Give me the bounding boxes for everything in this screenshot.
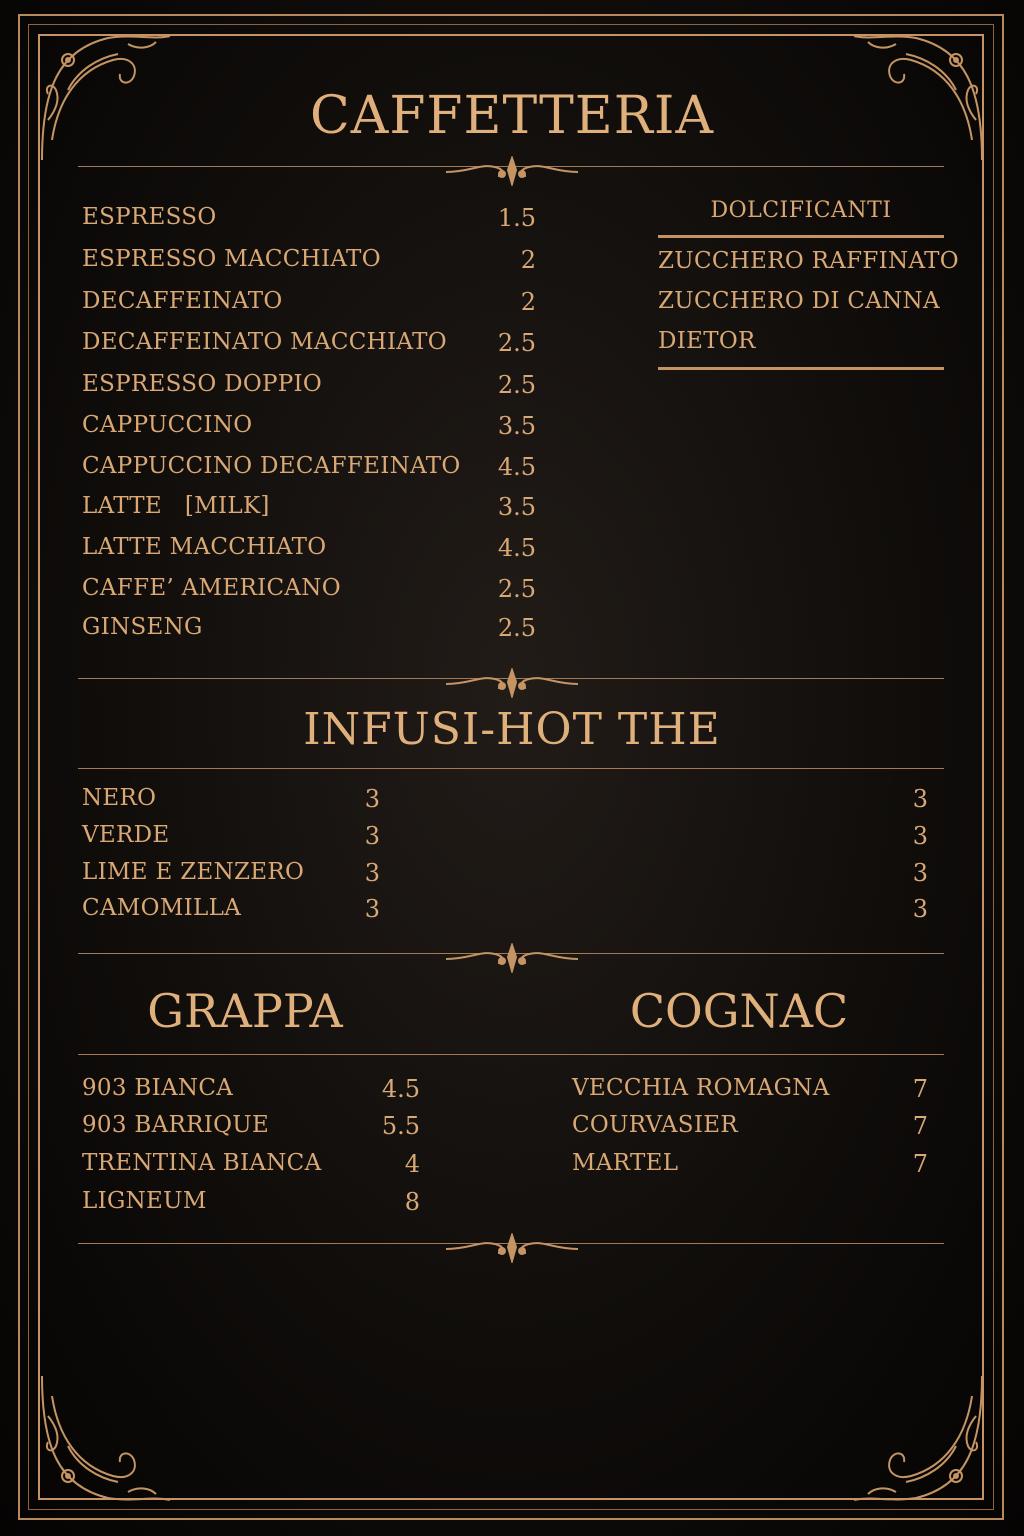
divider-ornament-icon xyxy=(442,156,582,186)
grappa-item-price: 4.5 xyxy=(381,1075,420,1103)
cognac-item-name: MARTEL xyxy=(572,1150,679,1176)
infusi-item-price: 3 xyxy=(364,895,380,923)
dolcificanti-title: DOLCIFICANTI xyxy=(710,198,892,223)
caffetteria-item-name: DECAFFEINATO MACCHIATO xyxy=(82,329,447,355)
caffetteria-item-price: 3.5 xyxy=(497,412,536,440)
caffetteria-item-price: 4.5 xyxy=(497,453,536,481)
caffetteria-item-name: DECAFFEINATO xyxy=(82,288,283,314)
cognac-title: COGNAC xyxy=(629,984,849,1038)
infusi-item-price-secondary: 3 xyxy=(912,859,928,887)
infusi-item-name: NERO xyxy=(82,785,157,811)
divider-ornament-icon xyxy=(442,943,582,973)
dolcificanti-item: DIETOR xyxy=(658,328,756,354)
infusi-item-name: LIME E ZENZERO xyxy=(82,859,305,885)
cognac-item-price: 7 xyxy=(912,1150,928,1178)
caffetteria-item-price: 3.5 xyxy=(497,493,536,521)
grappa-item-name: LIGNEUM xyxy=(82,1188,207,1214)
caffetteria-item-name: ESPRESSO xyxy=(82,204,217,230)
dolcificanti-item: ZUCCHERO RAFFINATO xyxy=(658,248,959,274)
caffetteria-item-name: CAPPUCCINO DECAFFEINATO xyxy=(82,453,461,479)
dolcificanti-rule-bottom xyxy=(658,367,944,370)
infusi-item-price-secondary: 3 xyxy=(912,785,928,813)
corner-flourish-icon xyxy=(846,1366,986,1506)
grappa-item-price: 4 xyxy=(404,1150,420,1178)
infusi-item-price: 3 xyxy=(364,785,380,813)
infusi-item-name: CAMOMILLA xyxy=(82,895,242,921)
grappa-item-price: 5.5 xyxy=(381,1112,420,1140)
grappa-item-name: TRENTINA BIANCA xyxy=(82,1150,322,1176)
divider-ornament-icon xyxy=(442,1233,582,1263)
divider-ornament-icon xyxy=(442,668,582,698)
infusi-item-price-secondary: 3 xyxy=(912,822,928,850)
caffetteria-item-price: 2 xyxy=(520,246,536,274)
infusi-rule-bottom xyxy=(78,768,944,769)
caffetteria-item-name: LATTE MACCHIATO xyxy=(82,534,327,560)
caffetteria-item-name: GINSENG xyxy=(82,614,203,640)
infusi-item-name: VERDE xyxy=(82,822,170,848)
grappa-title: GRAPPA xyxy=(147,984,343,1038)
grappa-item-name: 903 BIANCA xyxy=(82,1075,234,1101)
caffetteria-item-name: ESPRESSO MACCHIATO xyxy=(82,246,381,272)
grappa-item-price: 8 xyxy=(404,1188,420,1216)
caffetteria-item-price: 2 xyxy=(520,288,536,316)
caffetteria-item-name: LATTE [MILK] xyxy=(82,493,270,519)
infusi-item-price: 3 xyxy=(364,822,380,850)
grappa-item-name: 903 BARRIQUE xyxy=(82,1112,270,1138)
caffetteria-title: CAFFETTERIA xyxy=(310,86,714,146)
dolcificanti-item: ZUCCHERO DI CANNA xyxy=(658,288,940,314)
caffetteria-item-name: CAPPUCCINO xyxy=(82,412,253,438)
corner-flourish-icon xyxy=(38,1366,178,1506)
cognac-item-price: 7 xyxy=(912,1075,928,1103)
cognac-item-price: 7 xyxy=(912,1112,928,1140)
cognac-item-name: VECCHIA ROMAGNA xyxy=(572,1075,830,1101)
caffetteria-item-name: CAFFE’ AMERICANO xyxy=(82,575,341,601)
caffetteria-item-price: 2.5 xyxy=(497,329,536,357)
caffetteria-item-name: ESPRESSO DOPPIO xyxy=(82,371,323,397)
caffetteria-item-price: 1.5 xyxy=(497,204,536,232)
caffetteria-item-price: 2.5 xyxy=(497,614,536,642)
cognac-item-name: COURVASIER xyxy=(572,1112,738,1138)
infusi-item-price-secondary: 3 xyxy=(912,895,928,923)
caffetteria-item-price: 4.5 xyxy=(497,534,536,562)
dolcificanti-rule-top xyxy=(658,235,944,238)
caffetteria-item-price: 2.5 xyxy=(497,575,536,603)
infusi-item-price: 3 xyxy=(364,859,380,887)
infusi-title: INFUSI-HOT THE xyxy=(303,704,721,755)
caffetteria-item-price: 2.5 xyxy=(497,371,536,399)
spirits-rule-bottom xyxy=(78,1054,944,1055)
